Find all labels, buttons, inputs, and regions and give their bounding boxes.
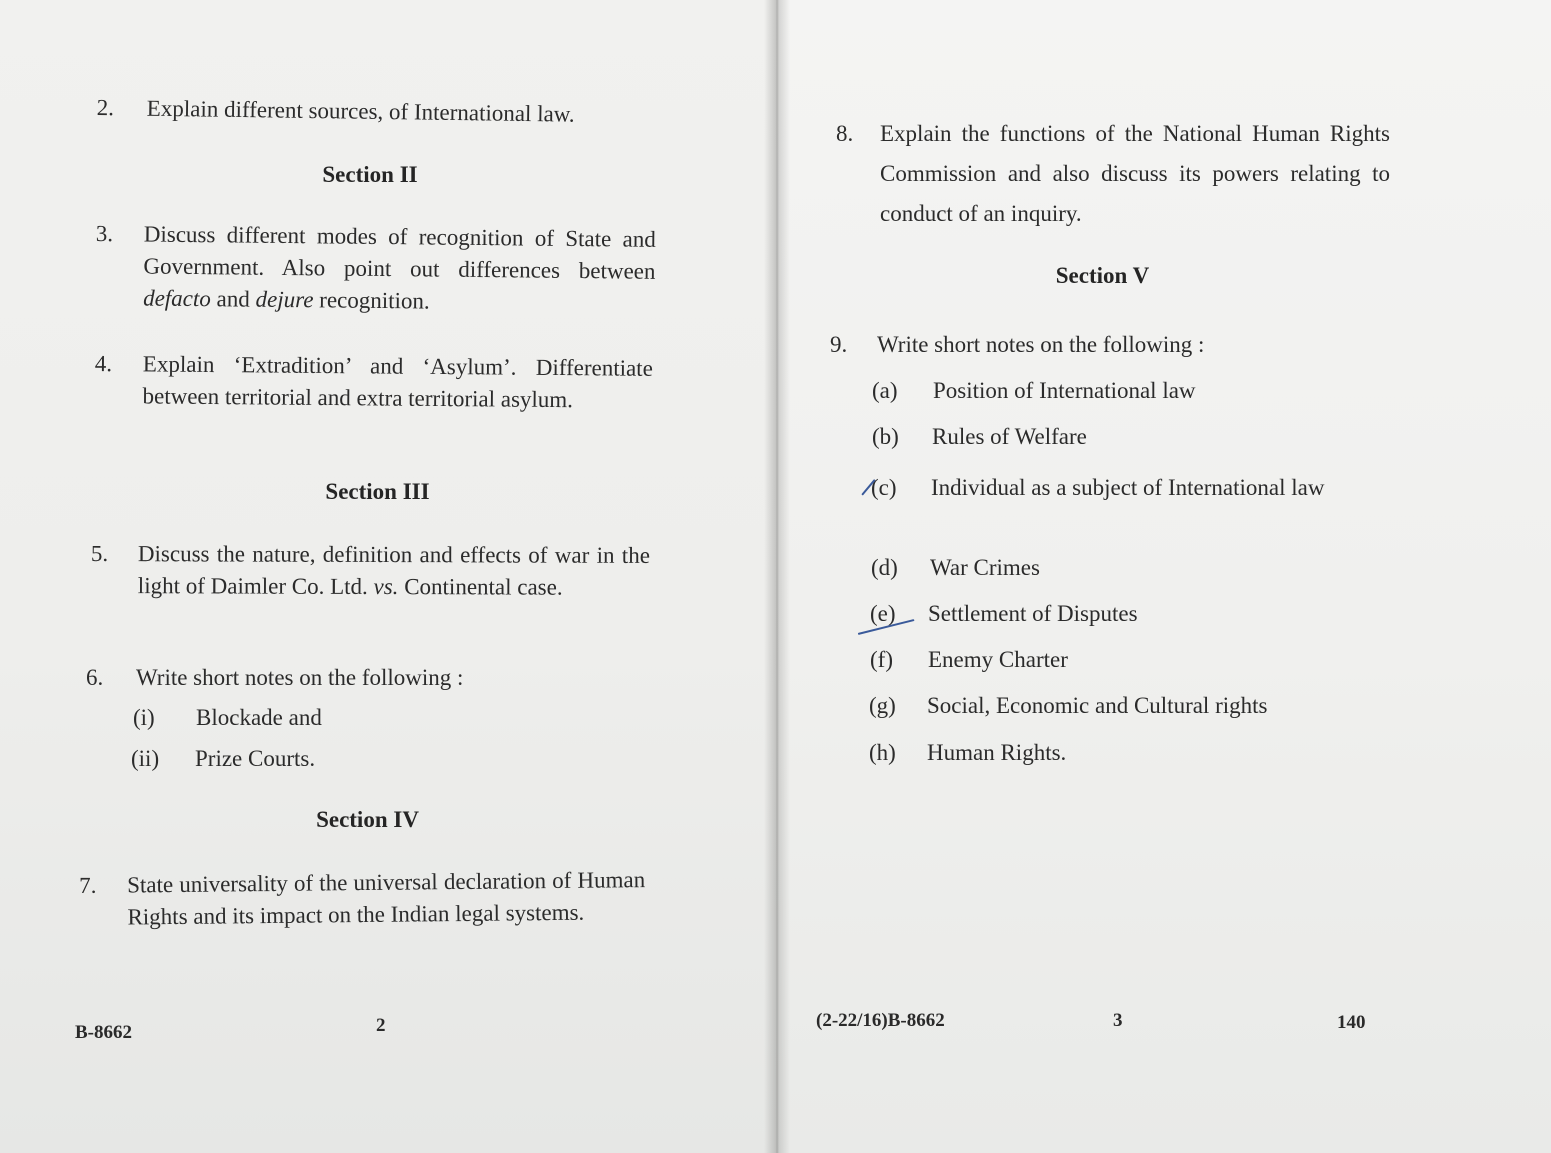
item-label: (i) bbox=[133, 705, 155, 730]
emphasis-defacto: defacto bbox=[143, 285, 211, 312]
item-label: (d) bbox=[871, 555, 898, 580]
page-number: 2 bbox=[376, 1015, 386, 1036]
book-gutter bbox=[764, 0, 790, 1153]
item-label: (h) bbox=[869, 740, 896, 765]
question-number: 8. bbox=[836, 121, 854, 146]
item-text: War Crimes bbox=[930, 555, 1040, 580]
question-text: Discuss different modes of recognition of State and Government. Also point out differences between defacto and dejure recognition. bbox=[143, 221, 656, 314]
item-text: Social, Economic and Cultural rights bbox=[927, 693, 1268, 718]
item-label: (a) bbox=[872, 378, 898, 403]
item-label: (e) bbox=[870, 601, 896, 626]
item-label: (c) bbox=[871, 475, 897, 500]
section-heading-iv: Section IV bbox=[316, 807, 419, 832]
page-number: 3 bbox=[1113, 1010, 1123, 1031]
footer-code: (2-22/16)B-8662 bbox=[816, 1010, 945, 1031]
question-text: Explain different sources, of International law. bbox=[146, 95, 575, 127]
section-heading-ii: Section II bbox=[322, 162, 418, 187]
question-number: 4. bbox=[94, 350, 113, 377]
item-text: Settlement of Disputes bbox=[928, 601, 1138, 626]
item-text: Position of International law bbox=[933, 378, 1196, 403]
emphasis-vs: vs. bbox=[373, 573, 399, 600]
item-label: (b) bbox=[872, 424, 899, 449]
item-label: (ii) bbox=[131, 746, 160, 771]
question-text: Explain the functions of the National Human Rights Commission and also discuss its powers relating to conduct of an inquiry. bbox=[880, 121, 1390, 226]
item-text: Rules of Welfare bbox=[932, 424, 1087, 449]
question-number: 9. bbox=[830, 332, 848, 357]
item-text: Enemy Charter bbox=[928, 647, 1068, 672]
footer-code: B-8662 bbox=[75, 1022, 132, 1043]
question-text: Write short notes on the following : bbox=[877, 332, 1205, 357]
question-number: 5. bbox=[90, 541, 109, 567]
item-label: (g) bbox=[869, 693, 896, 718]
question-text: Discuss the nature, definition and effects of war in the light of Daimler Co. Ltd. vs. Continental case. bbox=[137, 541, 650, 600]
question-number: 3. bbox=[95, 220, 114, 247]
item-text: Blockade and bbox=[196, 705, 322, 730]
question-text: Explain ‘Extradition’ and ‘Asylum’. Differentiate between territorial and extra territorial asylum. bbox=[142, 351, 653, 413]
emphasis-dejure: dejure bbox=[255, 286, 314, 313]
question-text: Write short notes on the following : bbox=[136, 665, 464, 690]
question-number: 2. bbox=[96, 94, 115, 121]
item-text: Individual as a subject of International law bbox=[931, 475, 1325, 500]
section-heading-v: Section V bbox=[1055, 263, 1150, 288]
question-text: State universality of the universal declaration of Human Rights and its impact on the Indian legal systems. bbox=[127, 867, 646, 930]
item-text: Prize Courts. bbox=[195, 746, 316, 771]
question-number: 6. bbox=[86, 665, 104, 690]
section-heading-iii: Section III bbox=[325, 479, 430, 504]
question-number: 7. bbox=[79, 872, 97, 898]
item-text: Human Rights. bbox=[927, 740, 1067, 765]
page-count: 140 bbox=[1337, 1012, 1366, 1033]
item-label: (f) bbox=[870, 647, 893, 672]
